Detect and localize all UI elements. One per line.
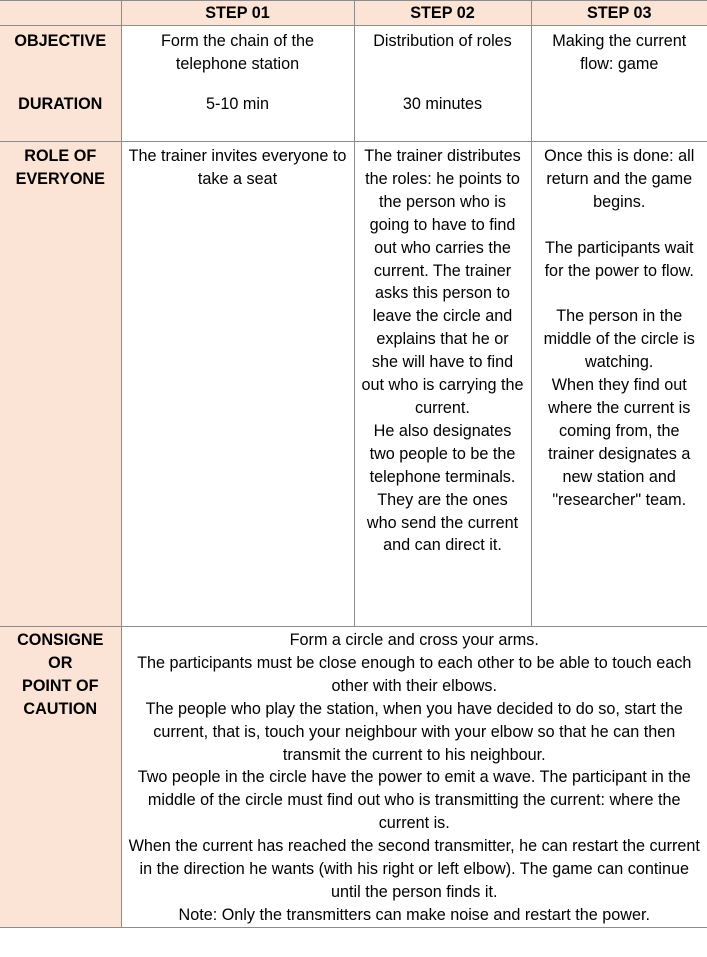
consigne-line-2: The participants must be close enough to each other to be able to touch each other with their elbows. (137, 653, 692, 695)
header-step-02: STEP 02 (354, 1, 531, 26)
step-03-role-paragraph-1: Once this is done: all return and the game begins. (544, 147, 695, 211)
role-label-cell (0, 142, 121, 627)
step-03-role-paragraph-3: The person in the middle of the circle is watching. (543, 307, 695, 372)
consigne-label-line-4: CAUTION (23, 699, 98, 718)
step-01-role-text: The trainer invites everyone to take a seat (128, 147, 347, 188)
step-01-objective: Form the chain of the telephone station (161, 32, 314, 73)
role-row (0, 142, 707, 627)
step-02-objective-cell (354, 26, 531, 142)
step-02-role (354, 142, 531, 627)
header-row (0, 1, 707, 26)
step-02-role-paragraph-2: He also designates two people to be the telephone terminals. They are the ones who send the current and can direct it. (366, 421, 519, 555)
header-corner (0, 1, 121, 26)
header-step-03: STEP 03 (531, 1, 707, 26)
consigne-label-cell (0, 627, 121, 928)
role-label-line-1: ROLE OF (24, 147, 97, 165)
step-01-objective-cell (121, 26, 354, 142)
step-02-duration: 30 minutes (402, 95, 483, 113)
step-03-role-paragraph-2: The participants wait for the power to flow. (544, 238, 694, 280)
consigne-line-3: The people who play the station, when you have decided to do so, start the current, that is, touch your neighbour with your elbow so that he can then transmit the current to his neighbour. (145, 699, 683, 764)
consigne-text-cell (121, 627, 707, 928)
step-03-role-paragraph-4: When they find out where the current is coming from, the trainer designates a new station and "researcher" team. (548, 376, 691, 509)
step-03-objective: Making the current flow: game (552, 32, 687, 73)
consigne-label-line-3: POINT OF (22, 676, 99, 695)
objective-duration-row (0, 26, 707, 142)
step-01-role (121, 142, 354, 627)
step-03-role (531, 142, 707, 627)
objective-label: OBJECTIVE (14, 32, 107, 50)
role-label-line-2: EVERYONE (15, 169, 105, 188)
objective-duration-label-cell (0, 26, 121, 142)
duration-label: DURATION (18, 95, 103, 113)
consigne-line-6: Note: Only the transmitters can make noise and restart the power. (178, 905, 650, 924)
step-02-role-paragraph-1: The trainer distributes the roles: he points to the person who is going to have to find out who carries the current. The trainer asks this person to leave the circle and explains that he or she will have to find out who is carrying the current. (361, 147, 524, 417)
header-step-01: STEP 01 (121, 1, 354, 26)
consigne-line-5: When the current has reached the second transmitter, he can restart the current in the direction he wants (with his right or left elbow). The game can continue until the person finds it. (128, 837, 700, 901)
step-02-objective: Distribution of roles (373, 32, 512, 50)
consigne-line-4: Two people in the circle have the power to emit a wave. The participant in the middle of the circle must find out who is transmitting the current: where the current is. (137, 768, 691, 833)
consigne-line-1: Form a circle and cross your arms. (289, 631, 539, 649)
consigne-row (0, 627, 707, 928)
step-03-objective-cell (531, 26, 707, 142)
step-01-duration: 5-10 min (206, 95, 269, 113)
consigne-label-line-2: OR (48, 653, 73, 672)
consigne-label-line-1: CONSIGNE (17, 631, 104, 649)
